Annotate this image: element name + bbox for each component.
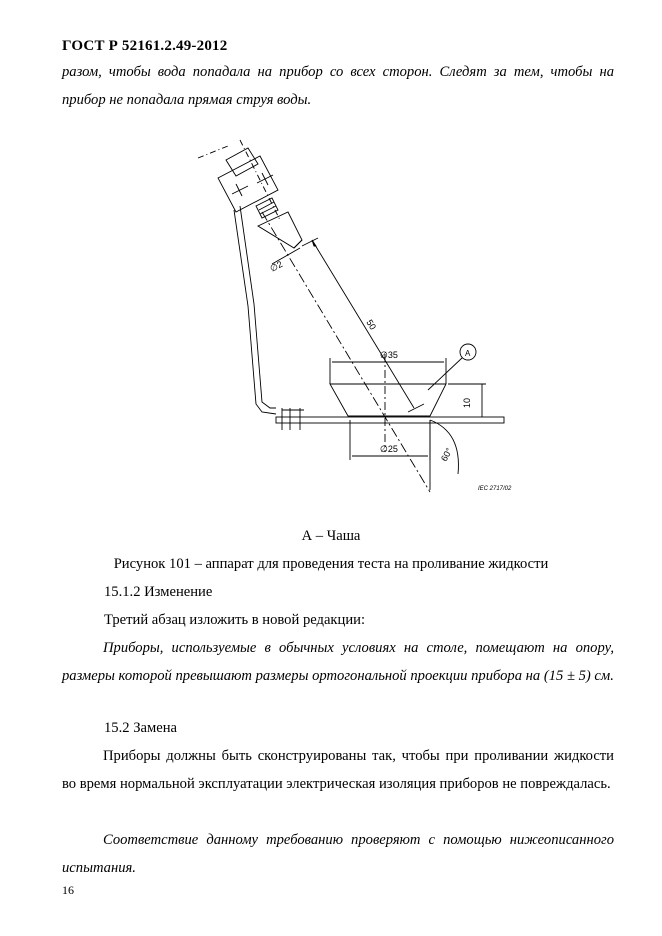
third-paragraph-note: Третий абзац изложить в новой редакции:: [104, 612, 365, 628]
dim-50: 50: [364, 317, 379, 332]
document-header: ГОСТ Р 52161.2.49-2012: [62, 38, 228, 54]
dim-d35: ∅35: [380, 350, 398, 360]
callout-a: A: [465, 349, 471, 358]
holder-block: [198, 140, 280, 220]
figure-legend-a: А – Чаша: [301, 528, 361, 544]
liquid-spill-apparatus-drawing: [150, 128, 550, 498]
compliance-paragraph: Соответствие данному требованию проверяют с помощью нижеописанного испытания.: [62, 832, 614, 876]
section-15-1-2: 15.1.2 Изменение: [104, 584, 213, 600]
bowl: [330, 384, 446, 416]
body-paragraph: Приборы должны быть сконструированы так, чтобы при проливании жидкости во время нормальной эксплуатации электрическая изоляция приборов не повреждалась.: [62, 748, 614, 792]
section-15-2: 15.2 Замена: [104, 720, 177, 736]
page-number: 16: [62, 883, 74, 897]
italic-replacement-paragraph: Приборы, используемые в обычных условиях на столе, помещают на опору, размеры которой превышают размеры ортогональной проекции прибора на (15 ± 5) см.: [62, 640, 614, 684]
dim-60deg: 60°: [438, 446, 455, 463]
figure-caption: Рисунок 101 – аппарат для проведения теста на проливание жидкости: [113, 556, 549, 572]
dim-10: 10: [462, 397, 472, 408]
base-plate: [276, 408, 504, 430]
iec-reference: IEC 2717/02: [478, 486, 512, 492]
intro-paragraph: разом, чтобы вода попадала на прибор со всех сторон. Следят за тем, чтобы на прибор не попадала прямая струя воды.: [62, 64, 614, 108]
support-rod: [234, 206, 276, 414]
dim-d2: ∅2: [268, 258, 285, 274]
nozzle-stem: [256, 198, 302, 248]
dim-d25: ∅25: [380, 444, 398, 454]
